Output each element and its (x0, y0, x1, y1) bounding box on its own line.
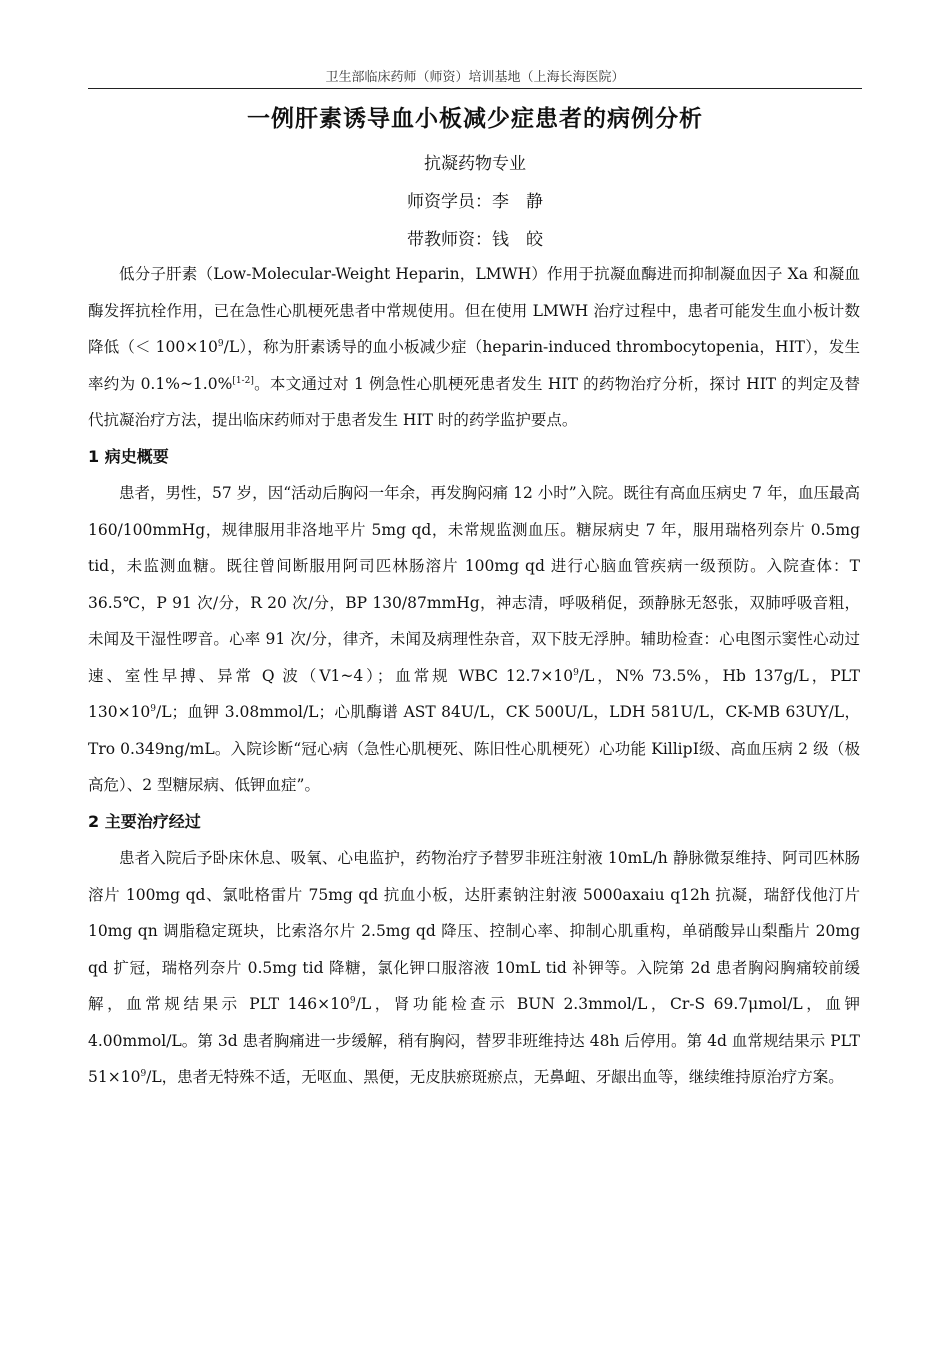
document-body (88, 256, 860, 1096)
page-header: 卫生部临床药师（师资）培训基地（上海长海医院） (325, 70, 625, 85)
intro-text-2: /L），称为肝素诱导的血小板减少症（heparin-induced thrombocytopenia，HIT），发生率约为 0.1%~1.0% (88, 338, 860, 393)
exponent: 9 (349, 995, 356, 1006)
trainee-line: 师资学员：李 静 (407, 192, 543, 212)
specialty-line: 抗凝药物专业 (424, 154, 526, 174)
mentor-line: 带教师资：钱 皎 (407, 230, 543, 250)
treatment-text-1: 患者入院后予卧床休息、吸氧、心电监护，药物治疗予替罗非班注射液 10mL/h 静脉微泵维持、阿司匹林肠溶片 100mg qd、氯吡格雷片 75mg qd 抗血小板，达肝素钠注射液 5000axaiu q12h 抗凝，瑞舒伐他汀片 10mg qn 调脂稳定斑块，比索洛尔片 2.5mg qd 降压、控制心率、抑制心肌重构，单硝酸异山梨酯片 20mg qd 扩冠，瑞格列奈片 0.5mg tid 降糖，氯化钾口服溶液 10mL tid 补钾等。入院第 2d 患者胸闷胸痛较前缓解，血常规结果示 PLT 146×10 (88, 849, 860, 1013)
document-title: 一例肝素诱导血小板减少症患者的病例分析 (247, 106, 703, 132)
exponent: 9 (150, 703, 157, 714)
exponent: 9 (573, 667, 579, 678)
treatment-text-2: /L，肾功能检查示 BUN 2.3mmol/L，Cr-S 69.7μmol/L，血钾 4.00mmol/L。第 3d 患者胸痛进一步缓解，稍有胸闷，替罗非班维持达 48h 后停用。第 4d 血常规结果示 PLT 51×10 (88, 995, 860, 1086)
treatment-text-3: /L，患者无特殊不适，无呕血、黑便，无皮肤瘀斑瘀点，无鼻衄、牙龈出血等，继续维持原治疗方案。 (146, 1068, 844, 1086)
history-text-3: /L；血钾 3.08mmol/L；心肌酶谱 AST 84U/L，CK 500U/L，LDH 581U/L，CK-MB 63UY/L，Tro 0.349ng/mL。入院诊断“冠心病（急性心肌梗死、陈旧性心肌梗死）心功能 KillipⅠ级、高血压病 2 级（极高危）、2 型糖尿病、低钾血症”。 (88, 703, 860, 794)
intro-text-3: 。本文通过对 1 例急性心肌梗死患者发生 HIT 的药物治疗分析，探讨 HIT 的判定及替代抗凝治疗方法，提出临床药师对于患者发生 HIT 时的药学监护要点。 (88, 374, 860, 429)
exponent: 9 (140, 1068, 147, 1079)
intro-text-1: 低分子肝素（Low-Molecular-Weight Heparin，LMWH）作用于抗凝血酶进而抑制凝血因子 Xa 和凝血酶发挥抗栓作用，已在急性心肌梗死患者中常规使用。但在使用 LMWH 治疗过程中，患者可能发生血小板计数降低（＜ 100×10 (88, 265, 860, 356)
citation-ref: [1-2] (232, 375, 254, 386)
intro-paragraph (88, 256, 860, 439)
history-text-1: 患者，男性，57 岁，因“活动后胸闷一年余，再发胸闷痛 12 小时”入院。既往有高血压病史 7 年，血压最高 160/100mmHg，规律服用非洛地平片 5mg qd，未常规监测血压。糖尿病史 7 年，服用瑞格列奈片 0.5mg tid，未监测血糖。既往曾间断服用阿司匹林肠溶片 100mg qd 进行心脑血管疾病一级预防。入院查体：T 36.5℃，P 91 次/分，R 20 次/分，BP 130/87mmHg，神志清，呼吸稍促，颈静脉无怒张，双肺呼吸音粗，未闻及干湿性啰音。心率 91 次/分，律齐，未闻及病理性杂音，双下肢无浮肿。辅助检查：心电图示窦性心动过速、室性早搏、异常 Q 波（V1~4）；血常规 WBC 12.7×10 (88, 484, 860, 685)
section-heading-treatment: 2 主要治疗经过 (88, 811, 201, 831)
header-divider (88, 88, 862, 89)
history-text-2: /L，N% 73.5%，Hb 137g/L，PLT 130×10 (88, 666, 860, 721)
history-paragraph (88, 475, 860, 804)
exponent: 9 (217, 338, 224, 349)
section-heading-history: 1 病史概要 (88, 446, 169, 466)
treatment-paragraph (88, 840, 860, 1096)
